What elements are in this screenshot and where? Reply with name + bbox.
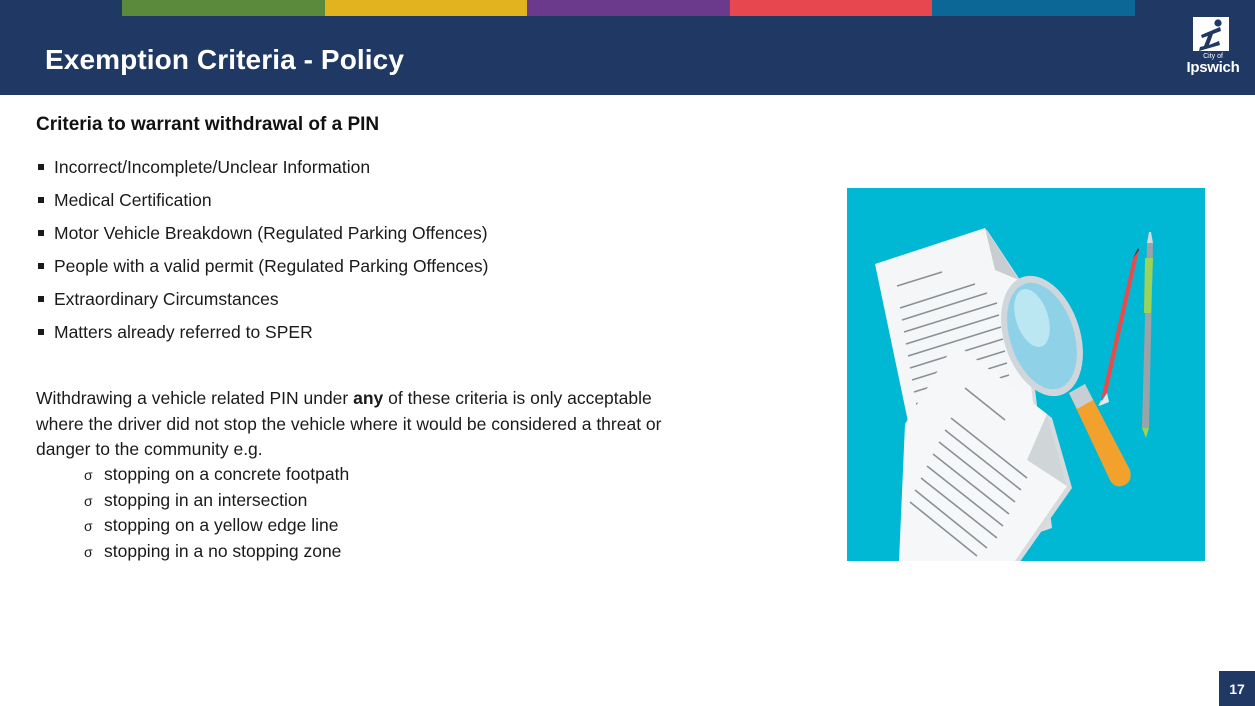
square-bullet-icon	[38, 230, 44, 236]
paragraph-before: Withdrawing a vehicle related PIN under	[36, 388, 354, 408]
example-text: stopping on a concrete footpath	[104, 464, 350, 484]
square-bullet-icon	[38, 164, 44, 170]
list-item	[84, 488, 349, 514]
color-stripes	[122, 0, 1135, 16]
examples-list	[84, 462, 349, 564]
stripe-green	[122, 0, 325, 16]
page-number: 17	[1219, 671, 1255, 706]
logo-city-of: City of	[1203, 53, 1223, 60]
check-arrow-icon: σ	[84, 518, 93, 534]
list-item	[84, 513, 349, 539]
paragraph-emphasis: any	[353, 388, 384, 408]
slide-title: Exemption Criteria - Policy	[45, 44, 405, 75]
check-arrow-icon: σ	[84, 492, 93, 509]
stripe-purple	[527, 0, 730, 16]
list-item	[84, 539, 349, 565]
list-item-text: People with a valid permit (Regulated Parking Offences)	[54, 256, 489, 276]
square-bullet-icon	[38, 329, 44, 335]
criteria-list	[36, 153, 488, 351]
withdrawal-paragraph	[36, 386, 676, 463]
list-item	[36, 318, 488, 351]
list-item-text: Medical Certification	[54, 190, 212, 210]
stripe-blue	[932, 0, 1135, 16]
ipswich-logo	[1178, 16, 1248, 78]
list-item	[84, 462, 349, 488]
ipswich-i-logo-icon	[1192, 16, 1230, 52]
list-item	[36, 153, 488, 186]
square-bullet-icon	[38, 263, 44, 269]
criteria-heading: Criteria to warrant withdrawal of a PIN	[36, 114, 380, 135]
stripe-red	[730, 0, 933, 16]
list-item-text: Matters already referred to SPER	[54, 322, 313, 342]
logo-ipswich-word: Ipswich	[1186, 59, 1240, 76]
list-item-text: Extraordinary Circumstances	[54, 289, 279, 309]
square-bullet-icon	[38, 197, 44, 203]
check-arrow-icon: σ	[84, 467, 93, 483]
paragraph-after: of these criteria is only acceptable where the driver did not stop the vehicle where it would be considered a threat or danger to the community e.g.	[36, 388, 662, 459]
square-bullet-icon	[38, 296, 44, 302]
list-item	[36, 219, 488, 252]
list-item	[36, 285, 488, 318]
list-item-text: Motor Vehicle Breakdown (Regulated Parking Offences)	[54, 223, 488, 243]
list-item	[36, 186, 488, 219]
stripe-yellow	[325, 0, 528, 16]
example-text: stopping in a no stopping zone	[104, 540, 342, 561]
example-text: stopping in an intersection	[104, 489, 308, 510]
documents-magnifier-illustration	[847, 188, 1205, 561]
list-item-text: Incorrect/Incomplete/Unclear Information	[54, 157, 371, 177]
example-text: stopping on a yellow edge line	[104, 515, 339, 535]
slide-header	[0, 0, 1255, 95]
list-item	[36, 252, 488, 285]
check-arrow-icon: σ	[84, 543, 93, 560]
